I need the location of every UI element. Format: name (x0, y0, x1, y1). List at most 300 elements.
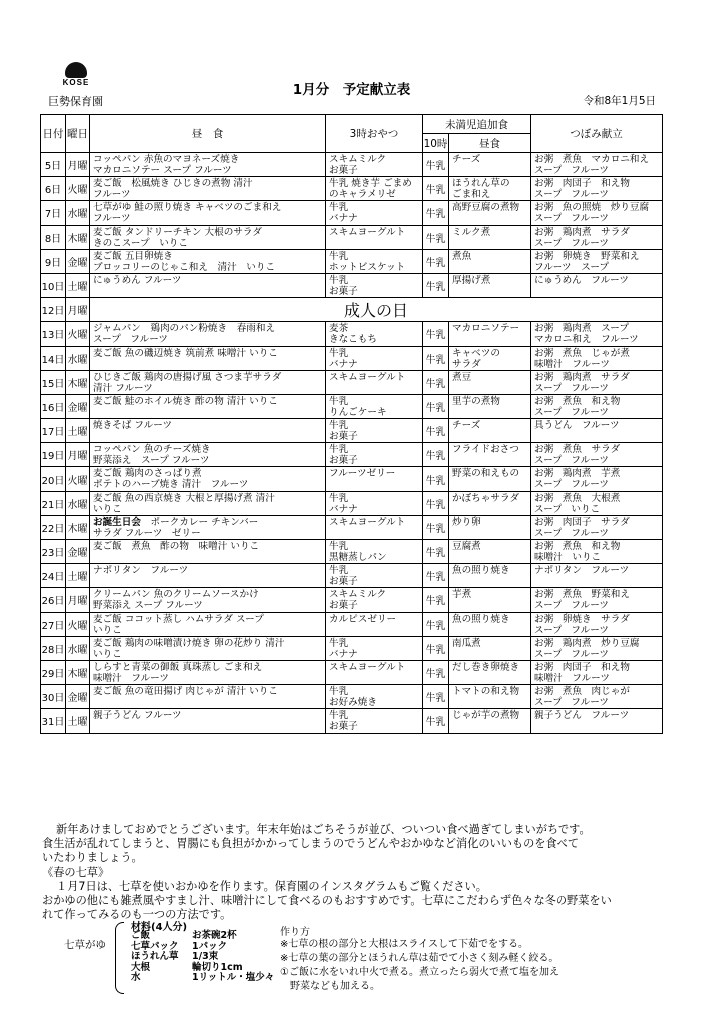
weekday-cell: 木曜 (66, 660, 90, 684)
infant-10-cell: 牛乳 (423, 249, 449, 273)
weekday-cell: 火曜 (66, 467, 90, 491)
infant-10-cell: 牛乳 (423, 685, 449, 709)
snack-line: お菓子 (329, 431, 358, 443)
table-row (41, 491, 663, 515)
newsletter-message (42, 823, 662, 922)
lunch-line: いりこ (93, 503, 122, 515)
lunch-cell (90, 685, 326, 709)
ingredient-row (131, 973, 274, 984)
lunch-cell (90, 177, 326, 201)
infant-lunch-line: チーズ (452, 420, 481, 432)
method-step: ①ご飯に水をいれ中火で煮る。煮立ったら弱火で煮て塩を加え (280, 967, 559, 978)
method-step: 野菜なども加える。 (280, 981, 380, 992)
lunch-line: 野菜添え スープ フルーツ (93, 455, 210, 467)
table-row (41, 685, 663, 709)
infant-lunch-line: 野菜の和えもの (452, 468, 520, 480)
tsubomi-cell (531, 515, 663, 539)
table-row (41, 709, 663, 733)
weekday-cell: 火曜 (66, 322, 90, 346)
holiday-cell: 成人の日 (90, 298, 663, 322)
snack-cell (326, 419, 423, 443)
infant-10-cell: 牛乳 (423, 153, 449, 177)
table-row (41, 467, 663, 491)
weekday-cell: 月曜 (66, 153, 90, 177)
infant-lunch-line: 煮豆 (452, 371, 472, 383)
snack-line: 牛乳 (329, 420, 349, 432)
snack-cell (326, 322, 423, 346)
snack-cell (326, 709, 423, 733)
snack-cell (326, 249, 423, 273)
tsubomi-line: スープ フルーツ (534, 479, 610, 491)
infant-lunch-cell (449, 491, 531, 515)
infant-lunch-line: 煮魚 (452, 250, 472, 262)
infant-10-cell: 牛乳 (423, 636, 449, 660)
day-cell: 21日 (41, 491, 66, 515)
day-cell: 28日 (41, 636, 66, 660)
event-label: お誕生日会 (93, 516, 141, 528)
table-row (41, 564, 663, 588)
day-cell: 7日 (41, 201, 66, 225)
lunch-cell (90, 443, 326, 467)
tsubomi-cell (531, 612, 663, 636)
table-row (41, 394, 663, 418)
infant-lunch-line: 芋煮 (452, 589, 472, 601)
infant-10-cell: 牛乳 (423, 201, 449, 225)
school-name: 巨勢保育園 (48, 95, 103, 108)
snack-cell (326, 612, 423, 636)
ingredient-amount: 輪切り1cm (192, 961, 243, 973)
infant-10-cell: 牛乳 (423, 370, 449, 394)
method-step: ※七草の根の部分と大根はスライスして下茹でをする。 (280, 939, 528, 950)
infant-lunch-cell (449, 443, 531, 467)
infant-lunch-cell (449, 346, 531, 370)
weekday-cell: 木曜 (66, 515, 90, 539)
snack-cell (326, 491, 423, 515)
infant-lunch-cell (449, 249, 531, 273)
snack-line: フルーツゼリー (329, 468, 396, 480)
weekday-cell: 月曜 (66, 588, 90, 612)
snack-line: 牛乳 焼き芋 ごまめ (329, 178, 412, 190)
col-infant-lunch: 昼食 (449, 134, 531, 153)
lunch-cell (90, 491, 326, 515)
lunch-line: 麦ご飯 松風焼き ひじきの煮物 清汁 (93, 178, 253, 190)
tsubomi-line: 親子うどん フルーツ (534, 710, 630, 722)
snack-line: お好み焼き (329, 697, 377, 709)
snack-line: お菓子 (329, 721, 358, 733)
snack-line: 麦茶 (329, 323, 349, 335)
snack-cell (326, 588, 423, 612)
col-infant-10: 10時 (423, 134, 449, 153)
tsubomi-line: お粥 煮魚 じゃが煮 (534, 347, 630, 359)
tsubomi-line: スープ フルーツ (534, 382, 610, 394)
tsubomi-line: スープ フルーツ (534, 624, 610, 636)
infant-10-cell: 牛乳 (423, 394, 449, 418)
tsubomi-cell (531, 660, 663, 684)
lunch-line: マカロニソテー スープ フルーツ (93, 165, 232, 176)
menu-table (40, 114, 663, 734)
lunch-line: 麦ご飯 五目卵焼き (93, 250, 173, 262)
day-cell: 22日 (41, 515, 66, 539)
tsubomi-line: お粥 煮魚 大根煮 (534, 492, 621, 504)
day-cell: 23日 (41, 540, 66, 564)
tsubomi-cell (531, 249, 663, 273)
lunch-cell (90, 201, 326, 225)
infant-10-cell: 牛乳 (423, 467, 449, 491)
recipe-name: 七草がゆ (64, 939, 106, 951)
lunch-cell (90, 636, 326, 660)
infant-lunch-cell (449, 564, 531, 588)
table-row (41, 322, 663, 346)
day-cell: 13日 (41, 322, 66, 346)
tsubomi-cell (531, 346, 663, 370)
tsubomi-line: スープ フルーツ (534, 406, 610, 418)
lunch-line: 麦ご飯 煮魚 酢の物 味噌汁 いりこ (93, 541, 260, 552)
snack-line: スキムミルク (329, 154, 387, 165)
table-row (41, 370, 663, 394)
lunch-cell (90, 515, 326, 539)
snack-cell (326, 201, 423, 225)
infant-lunch-line: 炒り卵 (452, 516, 481, 528)
lunch-cell (90, 370, 326, 394)
ingredients-title: 材料(4人分) (131, 922, 188, 933)
method-title: 作り方 (280, 927, 310, 938)
lunch-cell (90, 273, 326, 297)
lunch-cell (90, 564, 326, 588)
tsubomi-line: スープ フルーツ (534, 237, 610, 249)
ingredient-amount: 1リットル・塩少々 (192, 972, 275, 983)
weekday-cell: 水曜 (66, 636, 90, 660)
lunch-line: にゅうめん フルーツ (93, 274, 182, 286)
ingredient-name: 七草パック (131, 940, 179, 952)
method-step: ※七草の葉の部分とほうれん草は茹でて小さく刻み軽く絞る。 (280, 953, 559, 964)
ingredient-name: 水 (131, 972, 141, 983)
snack-line: 牛乳 (329, 347, 349, 359)
lunch-line: ジャムパン 鶏肉のパン粉焼き 春雨和え (93, 323, 276, 335)
snack-line: りんごケーキ (329, 406, 387, 418)
tsubomi-cell (531, 636, 663, 660)
lunch-line: ナポリタン フルーツ (93, 565, 189, 577)
weekday-cell: 火曜 (66, 612, 90, 636)
snack-line: お菓子 (329, 576, 358, 588)
lunch-line: 麦ご飯 魚の磯辺焼き 筑前煮 味噌汁 いりこ (93, 347, 278, 359)
tsubomi-line: スープ フルーツ (534, 600, 610, 612)
lunch-line: 七草がゆ 鮭の照り焼き キャベツのごま和え (93, 202, 282, 214)
lunch-line: ブロッコリーのじゃこ和え 清汁 いりこ (93, 261, 276, 273)
message-line: 新年あけましておめでとうございます。年末年始はごちそうが並び、ついつい食べ過ぎてしまいがちです。 (56, 823, 591, 836)
lunch-line: コッペパン 赤魚のマヨネーズ焼き (93, 154, 240, 165)
infant-lunch-line: フライドおさつ (452, 444, 519, 456)
infant-lunch-line: ほうれん草の (452, 178, 510, 190)
infant-lunch-line: だし巻き卵焼き (452, 661, 520, 673)
lunch-line: いりこ (93, 624, 122, 636)
tsubomi-line: マカロニ和え フルーツ (534, 334, 639, 346)
day-cell: 16日 (41, 394, 66, 418)
message-heading: 《春の七草》 (42, 865, 110, 879)
ingredients-list (131, 931, 274, 984)
issue-date: 令和8年1月5日 (583, 95, 656, 107)
tsubomi-line: お粥 鶏肉煮 スープ (534, 323, 629, 335)
lunch-cell (90, 322, 326, 346)
message-line: いたわりましょう。 (42, 851, 143, 865)
snack-line: バナナ (329, 503, 358, 515)
infant-lunch-line: 南瓜煮 (452, 637, 481, 649)
tsubomi-cell (531, 201, 663, 225)
tsubomi-cell (531, 540, 663, 564)
infant-10-cell: 牛乳 (423, 443, 449, 467)
lunch-cell (90, 153, 326, 177)
snack-cell (326, 273, 423, 297)
tsubomi-line: 具うどん フルーツ (534, 420, 620, 432)
day-cell: 19日 (41, 443, 66, 467)
tsubomi-line: お粥 鶏肉煮 サラダ (534, 371, 630, 383)
tsubomi-cell (531, 588, 663, 612)
day-cell: 17日 (41, 419, 66, 443)
tsubomi-line: お粥 魚の照焼 炒り豆腐 (534, 202, 650, 214)
snack-line: 牛乳 (329, 541, 349, 552)
tsubomi-line: お粥 煮魚 和え物 (534, 395, 621, 407)
tsubomi-line: お粥 鶏肉煮 芋煮 (534, 468, 621, 480)
lunch-line: ポークカレー チキンバー (140, 516, 259, 528)
tsubomi-line: 味噌汁 いりこ (534, 552, 602, 563)
lunch-line: しらすと青菜の御飯 真珠蒸し ごま和え (93, 661, 263, 673)
infant-10-cell: 牛乳 (423, 515, 449, 539)
weekday-cell: 月曜 (66, 443, 90, 467)
tsubomi-line: スープ フルーツ (534, 189, 610, 201)
lunch-line: スープ フルーツ (93, 334, 169, 346)
table-row (41, 177, 663, 201)
lunch-cell (90, 588, 326, 612)
lunch-line: クリームパン 魚のクリームソースかけ (93, 589, 259, 601)
tsubomi-cell (531, 273, 663, 297)
infant-lunch-line: 厚揚げ煮 (452, 274, 491, 286)
tsubomi-line: スープ フルーツ (534, 697, 610, 709)
message-line: おかゆの他にも雑煮風やすまし汁、味噌汁にして食べるのもおすすめです。七草にこだわらず色々な冬の野菜をい (42, 894, 612, 908)
infant-lunch-cell (449, 201, 531, 225)
tsubomi-cell (531, 177, 663, 201)
tsubomi-line: 味噌汁 フルーツ (534, 672, 610, 684)
infant-lunch-cell (449, 709, 531, 733)
infant-10-cell: 牛乳 (423, 419, 449, 443)
snack-line: 牛乳 (329, 710, 349, 722)
lunch-line: 麦ご飯 鶏肉の味噌漬け焼き 卵の花炒り 清汁 (93, 637, 285, 649)
day-cell: 24日 (41, 564, 66, 588)
weekday-cell: 土曜 (66, 273, 90, 297)
tsubomi-cell (531, 709, 663, 733)
brace (115, 922, 124, 994)
lunch-line: 野菜添え スープ フルーツ (93, 600, 203, 612)
col-weekday: 曜日 (66, 115, 90, 153)
lunch-cell (90, 249, 326, 273)
day-cell: 14日 (41, 346, 66, 370)
infant-lunch-line: キャベツの (452, 347, 500, 359)
snack-line: 牛乳 (329, 274, 349, 286)
weekday-cell: 金曜 (66, 249, 90, 273)
infant-10-cell: 牛乳 (423, 273, 449, 297)
snack-cell (326, 177, 423, 201)
weekday-cell: 木曜 (66, 370, 90, 394)
lunch-line: フルーツ (93, 189, 131, 201)
snack-cell (326, 153, 423, 177)
snack-cell (326, 394, 423, 418)
lunch-line: 麦ご飯 鮭のホイル焼き 酢の物 清汁 いりこ (93, 395, 278, 407)
table-row (41, 660, 663, 684)
infant-10-cell: 牛乳 (423, 612, 449, 636)
col-tsubomi: つぼみ献立 (531, 115, 663, 153)
ingredient-name: 大根 (131, 961, 151, 973)
infant-lunch-line: 高野豆腐の煮物 (452, 202, 520, 214)
infant-lunch-cell (449, 370, 531, 394)
infant-lunch-cell (449, 540, 531, 564)
table-row (41, 201, 663, 225)
infant-lunch-line: 里芋の煮物 (452, 395, 500, 407)
infant-lunch-cell (449, 394, 531, 418)
tsubomi-line: スープ フルーツ (534, 527, 610, 539)
snack-line: のキャラメリゼ (329, 189, 396, 201)
snack-line: お菓子 (329, 455, 358, 467)
message-line: 食生活が乱れてしまうと、胃腸にも負担がかかってしまうのでうどんやおかゆなど消化のいいものを食べて (42, 837, 580, 851)
lunch-cell (90, 346, 326, 370)
ingredient-amount: 1/3束 (192, 951, 219, 962)
table-row (41, 153, 663, 177)
table-row (41, 419, 663, 443)
tsubomi-line: にゅうめん フルーツ (534, 274, 629, 286)
snack-line: バナナ (329, 213, 358, 225)
weekday-cell: 土曜 (66, 709, 90, 733)
ingredient-row (131, 952, 274, 963)
table-row (41, 249, 663, 273)
snack-line: スキムミルク (329, 589, 387, 601)
tsubomi-line: お粥 鶏肉煮 サラダ (534, 226, 630, 238)
table-row (41, 588, 663, 612)
table-row (41, 515, 663, 539)
snack-cell (326, 467, 423, 491)
col-lunch: 昼 食 (90, 115, 326, 153)
infant-lunch-cell (449, 660, 531, 684)
tsubomi-cell (531, 370, 663, 394)
lunch-line: ひじきご飯 鶏肉の唐揚げ風 さつま芋サラダ (93, 371, 282, 383)
snack-line: 黒糖蒸しパン (329, 552, 387, 563)
infant-10-cell: 牛乳 (423, 346, 449, 370)
lunch-line: コッペパン 魚のチーズ焼き (93, 444, 211, 456)
tsubomi-cell (531, 685, 663, 709)
tsubomi-line: お粥 肉団子 サラダ (534, 516, 630, 528)
infant-lunch-cell (449, 225, 531, 249)
table-row (41, 540, 663, 564)
table-row (41, 636, 663, 660)
lunch-line: 麦ご飯 タンドリーチキン 大根のサラダ (93, 226, 263, 238)
snack-line: お菓子 (329, 285, 358, 297)
snack-cell (326, 370, 423, 394)
infant-lunch-cell (449, 612, 531, 636)
day-cell: 31日 (41, 709, 66, 733)
tsubomi-line: お粥 煮魚 肉じゃが (534, 686, 630, 698)
lunch-line: フルーツ (93, 213, 131, 225)
table-row (41, 346, 663, 370)
ingredient-amount: お茶碗2杯 (192, 930, 237, 941)
snack-line: スキムヨーグルト (329, 371, 406, 383)
tsubomi-line: お粥 卵焼き サラダ (534, 613, 630, 625)
infant-lunch-cell (449, 273, 531, 297)
snack-line: スキムヨーグルト (329, 226, 406, 238)
page-title: 1月分 予定献立表 (292, 82, 411, 98)
lunch-cell (90, 540, 326, 564)
lunch-line: 麦ご飯 魚の西京焼き 大根と厚揚げ煮 清汁 (93, 492, 275, 504)
lunch-cell (90, 419, 326, 443)
infant-10-cell: 牛乳 (423, 588, 449, 612)
snack-line: バナナ (329, 358, 358, 370)
snack-cell (326, 346, 423, 370)
snack-line: 牛乳 (329, 395, 349, 407)
snack-line: カルピスゼリー (329, 613, 397, 625)
snack-line: 牛乳 (329, 686, 349, 698)
infant-10-cell: 牛乳 (423, 225, 449, 249)
weekday-cell: 水曜 (66, 346, 90, 370)
weekday-cell: 金曜 (66, 685, 90, 709)
day-cell: 6日 (41, 177, 66, 201)
lunch-line: 麦ご飯 ココット蒸し ハムサラダ スープ (93, 613, 264, 625)
day-cell: 9日 (41, 249, 66, 273)
infant-lunch-cell (449, 322, 531, 346)
lunch-line: 焼きそば フルーツ (93, 420, 173, 432)
lunch-line: 味噌汁 フルーツ (93, 672, 169, 684)
tsubomi-line: スープ フルーツ (534, 165, 610, 176)
tsubomi-line: スープ フルーツ (534, 213, 610, 225)
lunch-line: ポテトのハーブ焼き 清汁 フルーツ (93, 479, 249, 491)
day-cell: 30日 (41, 685, 66, 709)
lunch-cell (90, 394, 326, 418)
snack-cell (326, 660, 423, 684)
infant-lunch-line: 魚の照り焼き (452, 613, 510, 625)
lunch-line: 親子うどん フルーツ (93, 710, 182, 722)
weekday-cell: 木曜 (66, 225, 90, 249)
snack-line: バナナ (329, 648, 358, 660)
infant-10-cell: 牛乳 (423, 564, 449, 588)
snack-cell (326, 225, 423, 249)
day-cell: 29日 (41, 660, 66, 684)
tsubomi-line: お粥 肉団子 和え物 (534, 178, 630, 190)
weekday-cell: 火曜 (66, 177, 90, 201)
tsubomi-cell (531, 394, 663, 418)
weekday-cell: 金曜 (66, 394, 90, 418)
snack-line: お菓子 (329, 600, 358, 612)
tsubomi-line: お粥 煮魚 サラダ (534, 444, 621, 456)
snack-line: 牛乳 (329, 492, 349, 504)
ingredient-amount: 1パック (192, 940, 228, 952)
snack-cell (326, 540, 423, 564)
infant-10-cell: 牛乳 (423, 660, 449, 684)
tsubomi-cell (531, 491, 663, 515)
infant-lunch-cell (449, 588, 531, 612)
infant-10-cell: 牛乳 (423, 491, 449, 515)
message-line: １月7日は、七草を使いおかゆを作ります。保育園のインスタグラムもご覧ください。 (56, 879, 487, 893)
tsubomi-line: お粥 煮魚 野菜和え (534, 589, 630, 601)
lunch-line: サラダ フルーツ ゼリー (93, 527, 201, 539)
message-line: れて作ってみるのも一つの方法です。 (42, 908, 232, 922)
lunch-cell (90, 225, 326, 249)
tsubomi-line: お粥 煮魚 マカロニ和え (534, 154, 650, 165)
infant-lunch-line: マカロニソテー (452, 323, 520, 335)
tsubomi-line: お粥 肉団子 和え物 (534, 661, 630, 673)
tsubomi-cell (531, 153, 663, 177)
infant-lunch-cell (449, 177, 531, 201)
day-cell: 12日 (41, 298, 66, 322)
col-day: 日付 (41, 115, 66, 153)
col-infant-group: 未満児追加食 (423, 115, 531, 134)
tsubomi-cell (531, 564, 663, 588)
table-row (41, 298, 663, 322)
snack-line: スキムヨーグルト (329, 661, 406, 673)
weekday-cell: 月曜 (66, 298, 90, 322)
